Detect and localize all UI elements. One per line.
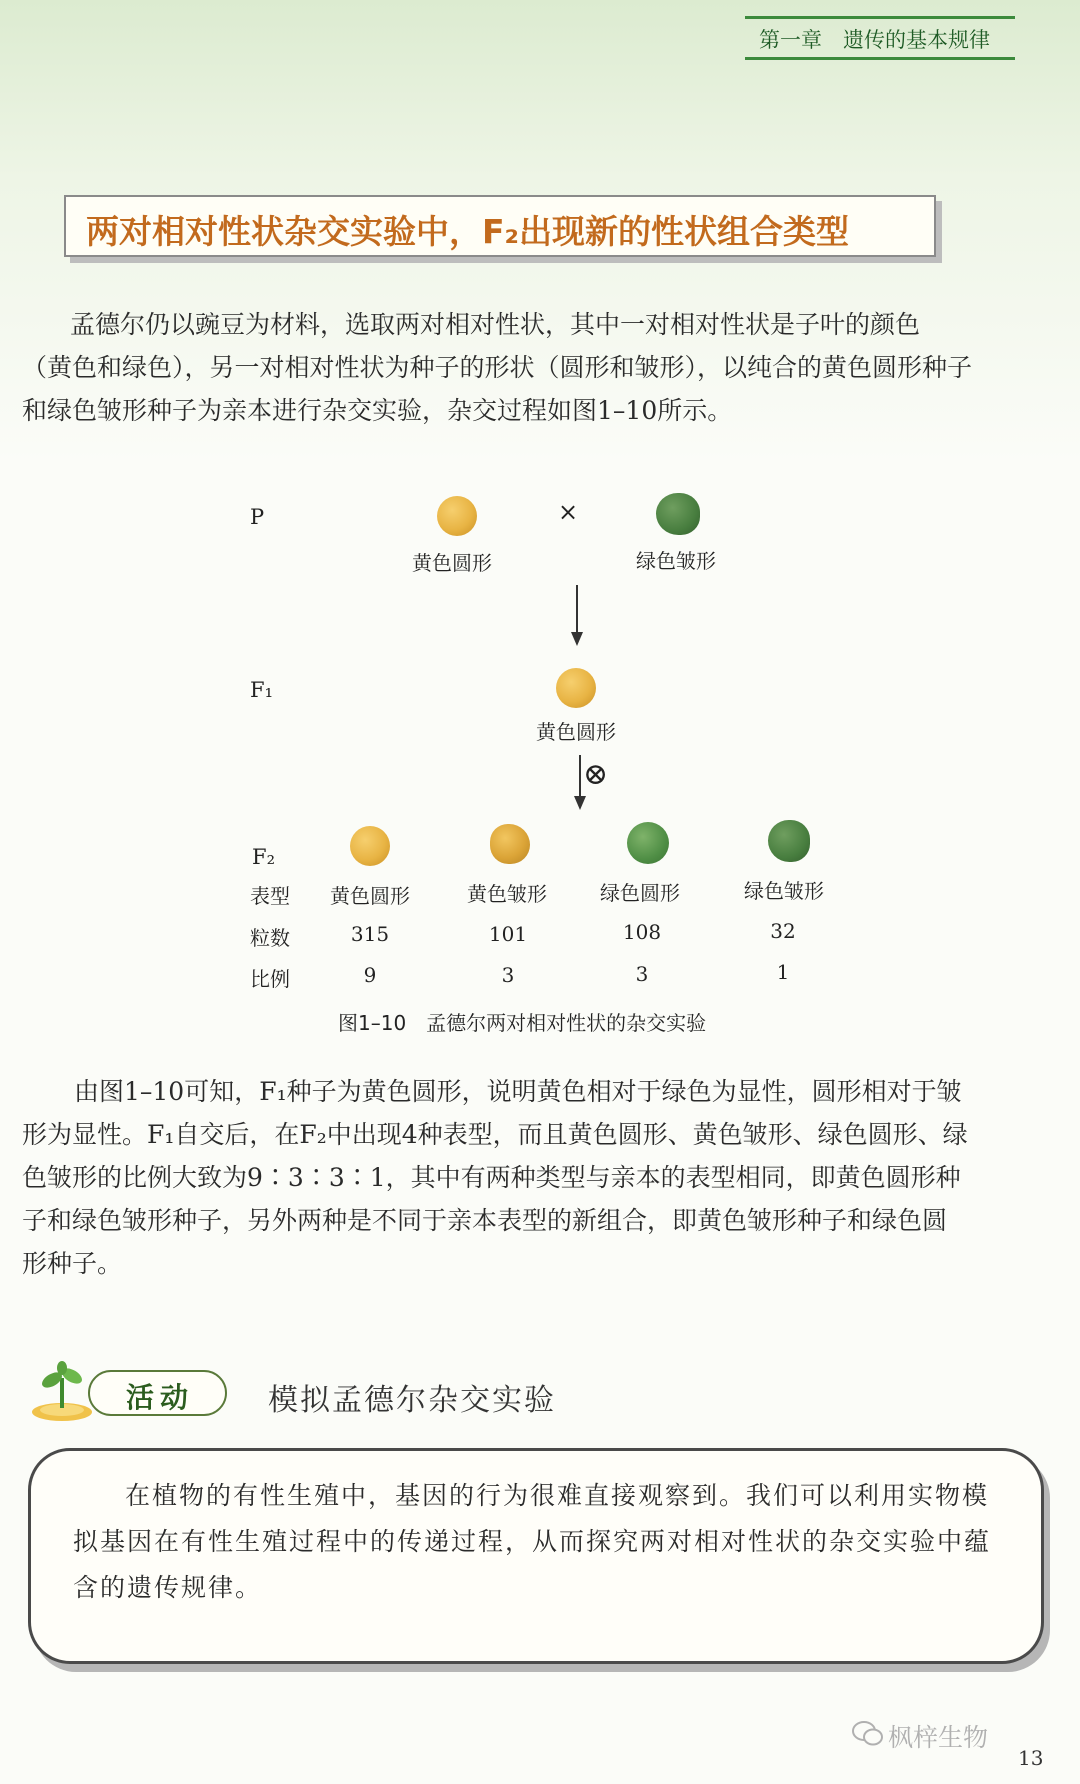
pea-yellow-wrinkled bbox=[490, 824, 530, 864]
analysis-line: 形种子。 bbox=[22, 1249, 123, 1278]
activity-box bbox=[28, 1448, 1044, 1664]
arrow-p-f1 bbox=[576, 585, 578, 635]
f2-label: F₂ bbox=[252, 845, 275, 869]
pea-green-wrinkled bbox=[768, 820, 810, 862]
f2-ratio: 1 bbox=[776, 960, 790, 984]
activity-line: 拟基因在有性生殖过程中的传递过程，从而探究两对相对性状的杂交实验中蕴 bbox=[73, 1527, 992, 1556]
f1-phenotype: 黄色圆形 bbox=[536, 720, 616, 744]
intro-line: 和绿色皱形种子为亲本进行杂交实验，杂交过程如图1–10所示。 bbox=[22, 396, 733, 425]
watermark: 枫梓生物 bbox=[888, 1723, 989, 1752]
f2-phenotype: 黄色皱形 bbox=[467, 882, 547, 906]
f2-phenotype: 绿色圆形 bbox=[600, 881, 680, 905]
figure-caption: 图1–10 孟德尔两对相对性状的杂交实验 bbox=[338, 1011, 707, 1035]
pea-green-round bbox=[627, 822, 669, 864]
page-number: 13 bbox=[1018, 1746, 1044, 1770]
chapter-title: 第一章 遗传的基本规律 bbox=[759, 28, 990, 52]
parent1-label: 黄色圆形 bbox=[412, 551, 492, 575]
cross-symbol: × bbox=[558, 498, 579, 526]
activity-line: 含的遗传规律。 bbox=[73, 1573, 263, 1602]
pea-yellow-round bbox=[350, 826, 390, 866]
intro-line: 孟德尔仍以豌豆为材料，选取两对相对性状，其中一对相对性状是子叶的颜色 bbox=[70, 310, 921, 339]
analysis-line: 由图1–10可知，F₁种子为黄色圆形，说明黄色相对于绿色为显性，圆形相对于皱 bbox=[74, 1077, 962, 1106]
self-cross-icon: ⊗ bbox=[583, 757, 609, 792]
activity-badge bbox=[28, 1360, 203, 1420]
row-label-count: 粒数 bbox=[250, 926, 290, 950]
parent2-label: 绿色皱形 bbox=[636, 549, 716, 573]
f1-label: F₁ bbox=[250, 678, 273, 702]
activity-pill bbox=[88, 1370, 227, 1416]
pea-yellow-round bbox=[556, 668, 596, 708]
activity-title: 模拟孟德尔杂交实验 bbox=[268, 1383, 556, 1418]
f2-ratio: 3 bbox=[635, 962, 649, 986]
arrowhead-icon bbox=[574, 796, 586, 810]
analysis-line: 子和绿色皱形种子，另外两种是不同于亲本表型的新组合，即黄色皱形种子和绿色圆 bbox=[22, 1206, 948, 1235]
arrow-f1-f2 bbox=[579, 755, 581, 799]
activity-line: 在植物的有性生殖中，基因的行为很难直接观察到。我们可以利用实物模 bbox=[125, 1481, 990, 1510]
pea-green-wrinkled bbox=[656, 493, 700, 535]
arrowhead-icon bbox=[571, 632, 583, 646]
intro-line: （黄色和绿色），另一对相对性状为种子的形状（圆形和皱形），以纯合的黄色圆形种子 bbox=[22, 353, 973, 382]
section-title: 两对相对性状杂交实验中，F₂出现新的性状组合类型 bbox=[86, 212, 849, 251]
f2-phenotype: 黄色圆形 bbox=[330, 884, 410, 908]
f2-count: 101 bbox=[488, 922, 528, 946]
activity-badge-label: 活动 bbox=[126, 1381, 195, 1414]
f2-count: 108 bbox=[622, 920, 662, 944]
f2-count: 315 bbox=[350, 922, 390, 946]
analysis-paragraph bbox=[22, 1070, 968, 1285]
f2-ratio: 9 bbox=[363, 963, 377, 987]
analysis-line: 形为显性。F₁自交后，在F₂中出现4种表型，而且黄色圆形、黄色皱形、绿色圆形、绿 bbox=[22, 1120, 968, 1149]
f2-count: 32 bbox=[770, 919, 796, 943]
row-label-phenotype: 表型 bbox=[250, 884, 290, 908]
pea-yellow-round bbox=[437, 496, 477, 536]
wechat-icon bbox=[852, 1720, 884, 1748]
analysis-line: 色皱形的比例大致为9∶3∶3∶1，其中有两种类型与亲本的表型相同，即黄色圆形种 bbox=[22, 1163, 961, 1192]
f2-phenotype: 绿色皱形 bbox=[744, 879, 824, 903]
row-label-ratio: 比例 bbox=[250, 967, 290, 991]
p-label: P bbox=[250, 505, 265, 529]
activity-body bbox=[73, 1473, 991, 1611]
f2-ratio: 3 bbox=[501, 963, 515, 987]
